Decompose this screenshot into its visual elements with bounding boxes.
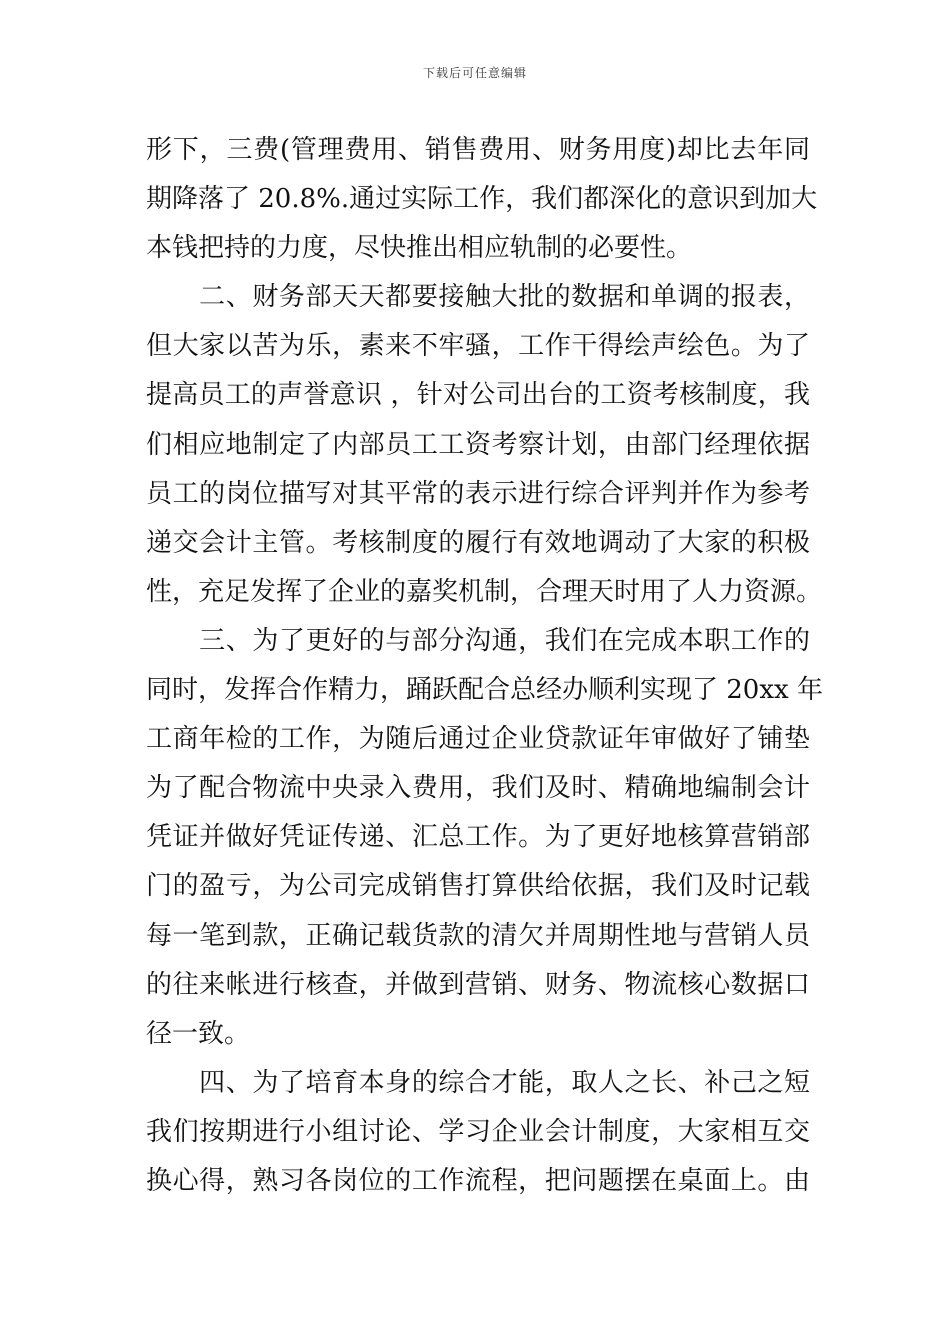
text-line: 门的盈亏，为公司完成销售打算供给依据，我们及时记载 bbox=[146, 871, 810, 902]
text-line: 为了配合物流中央录入费用，我们及时、精确地编制会计 bbox=[146, 773, 810, 804]
text-line: 但大家以苦为乐，素来不牢骚，工作干得绘声绘色。为了 bbox=[146, 331, 810, 362]
paragraph-3 bbox=[146, 617, 823, 1059]
text-line: 换心得，熟习各岗位的工作流程，把问题摆在桌面上。由 bbox=[146, 1165, 810, 1196]
text-line: 员工的岗位描写对其平常的表示进行综合评判并作为参考 bbox=[146, 478, 810, 509]
paragraph-1 bbox=[146, 126, 818, 273]
text-line: 形下，三费(管理费用、销售费用、财务用度)却比去年同 bbox=[146, 135, 810, 165]
text-line: 提高员工的声誉意识 ，针对公司出台的工资考核制度，我 bbox=[146, 380, 810, 411]
text-line: 本钱把持的力度，尽快推出相应轨制的必要性。 bbox=[146, 233, 693, 264]
text-line: 期降落了 20.8%.通过实际工作，我们都深化的意识到加大 bbox=[146, 184, 818, 215]
paragraph-2 bbox=[146, 273, 823, 617]
document-body bbox=[146, 126, 823, 1206]
text-line: 递交会计主管。考核制度的履行有效地调动了大家的积极 bbox=[146, 527, 810, 558]
text-line: 同时，发挥合作精力，踊跃配合总经办顺利实现了 20xx 年 bbox=[146, 675, 823, 706]
page-header: 下载后可任意编辑 bbox=[422, 66, 527, 80]
text-line: 凭证并做好凭证传递、汇总工作。为了更好地核算营销部 bbox=[146, 822, 810, 853]
text-line: 每一笔到款，正确记载货款的清欠并周期性地与营销人员 bbox=[146, 920, 810, 951]
text-line: 我们按期进行小组讨论、学习企业会计制度，大家相互交 bbox=[146, 1116, 810, 1147]
text-line: 四、为了培育本身的综合才能，取人之长、补己之短 bbox=[146, 1067, 810, 1098]
text-line: 三、为了更好的与部分沟通，我们在完成本职工作的 bbox=[146, 625, 810, 656]
text-line: 性，充足发挥了企业的嘉奖机制，合理天时用了人力资源。 bbox=[146, 576, 823, 607]
text-line: 们相应地制定了内部员工工资考察计划，由部门经理依据 bbox=[146, 429, 810, 460]
paragraph-4 bbox=[146, 1059, 810, 1206]
text-line: 工商年检的工作，为随后通过企业贷款证年审做好了铺垫 bbox=[146, 724, 810, 755]
text-line: 径一致。 bbox=[146, 1018, 251, 1049]
text-line: 二、财务部天天都要接触大批的数据和单调的报表， bbox=[146, 282, 810, 313]
text-line: 的往来帐进行核查，并做到营销、财务、物流核心数据口 bbox=[146, 969, 810, 1000]
